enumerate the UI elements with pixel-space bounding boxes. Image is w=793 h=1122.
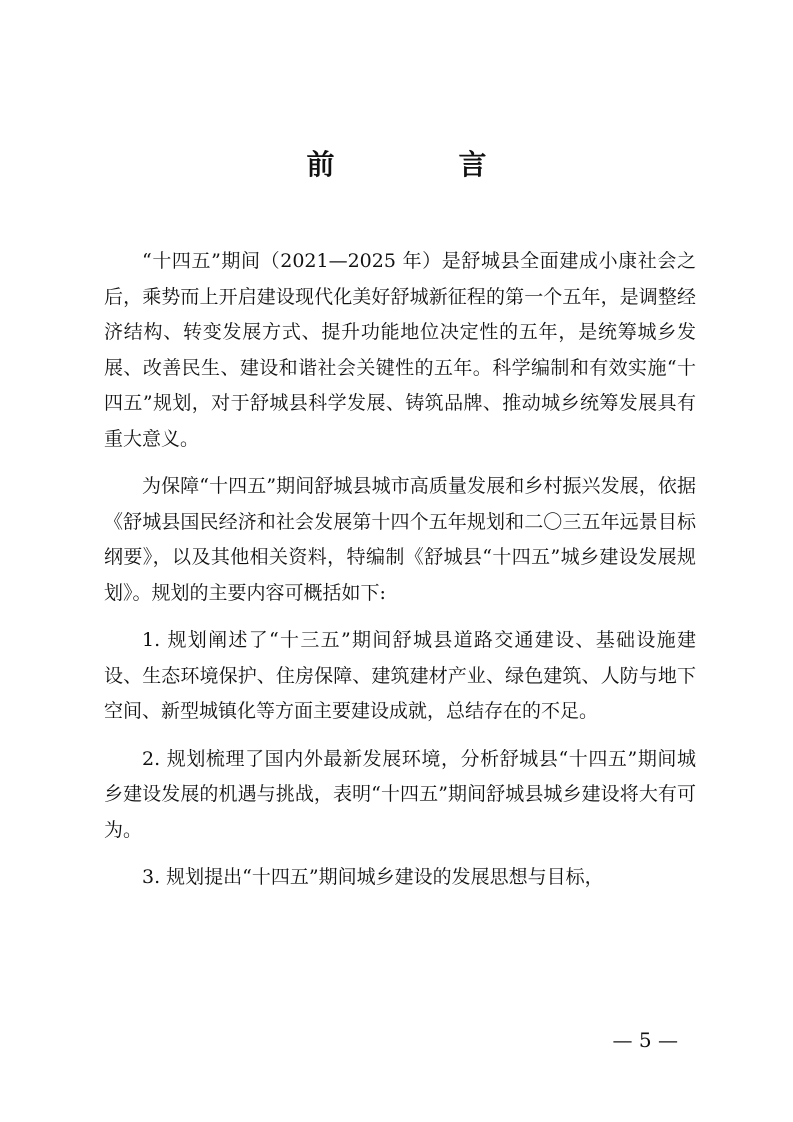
paragraph-item-1: 1. 规划阐述了“十三五”期间舒城县道路交通建设、基础设施建设、生态环境保护、住房保障、建筑建材产业、绿色建筑、人防与地下空间、新型城镇化等方面主要建设成就，总结存在的不足。 (104, 629, 696, 722)
paragraph-item-3: 3. 规划提出“十四五”期间城乡建设的发展思想与目标， (142, 866, 604, 888)
page-title: 前 言 (306, 148, 535, 181)
paragraph-intro: “十四五”期间（2021—2025 年）是舒城县全面建成小康社会之后，乘势而上开启建设现代化美好舒城新征程的第一个五年，是调整经济结构、转变发展方式、提升功能地位决定性的五年，是统筹城乡发展、改善民生、建设和谐社会关键性的五年。科学编制和有效实施“十四五”规划，对于舒城县科学发展、铸筑品牌、推动城乡统筹发展具有重大意义。 (104, 250, 696, 450)
body-text (104, 244, 696, 896)
page-number: — 5 — (612, 1028, 678, 1052)
paragraph-basis: 为保障“十四五”期间舒城县城市高质量发展和乡村振兴发展，依据《舒城县国民经济和社会发展第十四个五年规划和二〇三五年远景目标纲要》，以及其他相关资料，特编制《舒城县“十四五”城乡建设发展规划》。规划的主要内容可概括如下: (104, 475, 696, 604)
paragraph-item-2: 2. 规划梳理了国内外最新发展环境，分析舒城县“十四五”期间城乡建设发展的机遇与挑战，表明“十四五”期间舒城县城乡建设将大有可为。 (104, 747, 696, 841)
